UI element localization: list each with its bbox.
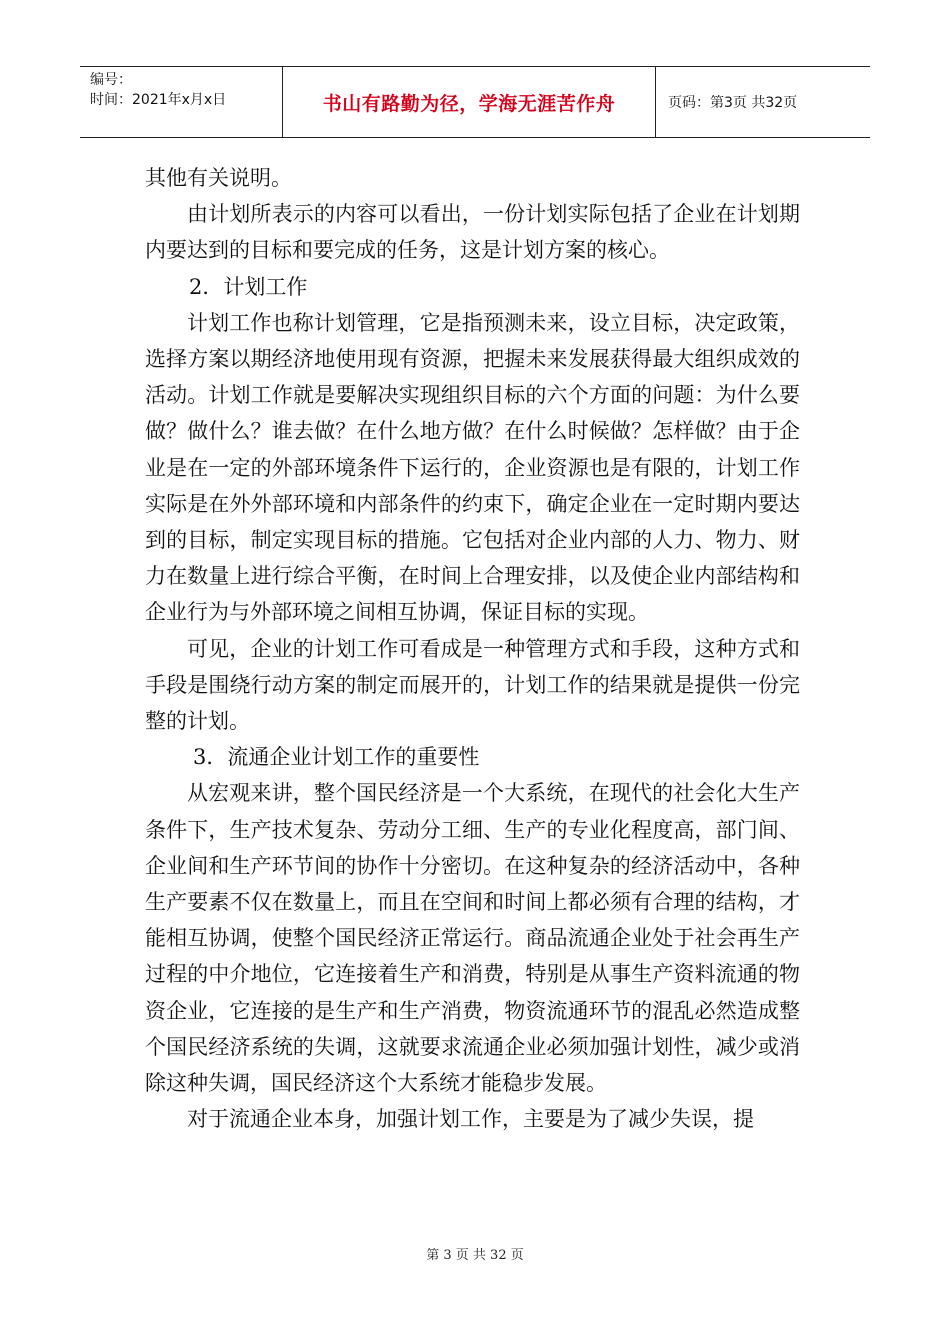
paragraph: 对于流通企业本身，加强计划工作，主要是为了减少失误，提: [187, 1107, 754, 1132]
section-heading: 2．计划工作: [189, 274, 308, 299]
page-footer: 第 3 页 共 32 页: [426, 1248, 524, 1263]
page-header: [80, 66, 870, 138]
header-motto: 书山有路勤为径，学海无涯苦作舟: [282, 67, 656, 137]
header-meta: [80, 67, 282, 137]
paragraph: 计划工作也称计划管理，它是指预测未来，设立目标，决定政策，选择方案以期经济地使用现有资源，把握未来发展获得最大组织成效的活动。计划工作就是要解决实现组织目标的六个方面的问题：为什么要做？做什么？谁去做？在什么地方做？在什么时候做？怎样做？由于企业是在一定的外部环境条件下运行的，企业资源也是有限的，计划工作实际是在外外部环境和内部条件的约束下，确定企业在一定时期内要达到的目标，制定实现目标的措施。它包括对企业内部的人力、物力、财力在数量上进行综合平衡，在时间上合理安排，以及使企业内部结构和企业行为与外部环境之间相互协调，保证目标的实现。: [145, 310, 800, 625]
paragraph: 从宏观来讲，整个国民经济是一个大系统，在现代的社会化大生产条件下，生产技术复杂、劳动分工细、生产的专业化程度高，部门间、企业间和生产环节间的协作十分密切。在这种复杂的经济活动中，各种生产要素不仅在数量上，而且在空间和时间上都必须有合理的结构，才能相互协调，使整个国民经济正常运行。商品流通企业处于社会再生产过程的中介地位，它连接着生产和消费，特别是从事生产资料流通的物资企业，它连接的是生产和生产消费，物资流通环节的混乱必然造成整个国民经济系统的失调，这就要求流通企业必须加强计划性，减少或消除这种失调，国民经济这个大系统才能稳步发展。: [145, 781, 800, 1096]
paragraph: 可见，企业的计划工作可看成是一种管理方式和手段，这种方式和手段是围绕行动方案的制定而展开的，计划工作的结果就是提供一份完整的计划。: [145, 636, 800, 734]
paragraph: 其他有关说明。: [145, 166, 292, 190]
time-label: 时间：2021年x月x日: [90, 92, 227, 108]
section-heading: 3．流通企业计划工作的重要性: [193, 745, 480, 770]
header-page-info: 页码：第3页 共32页: [668, 95, 798, 111]
paragraph: 由计划所表示的内容可以看出，一份计划实际包括了企业在计划期内要达到的目标和要完成的任务，这是计划方案的核心。: [145, 202, 800, 263]
number-label: 编号：: [90, 72, 132, 88]
document-body: [145, 160, 800, 1137]
